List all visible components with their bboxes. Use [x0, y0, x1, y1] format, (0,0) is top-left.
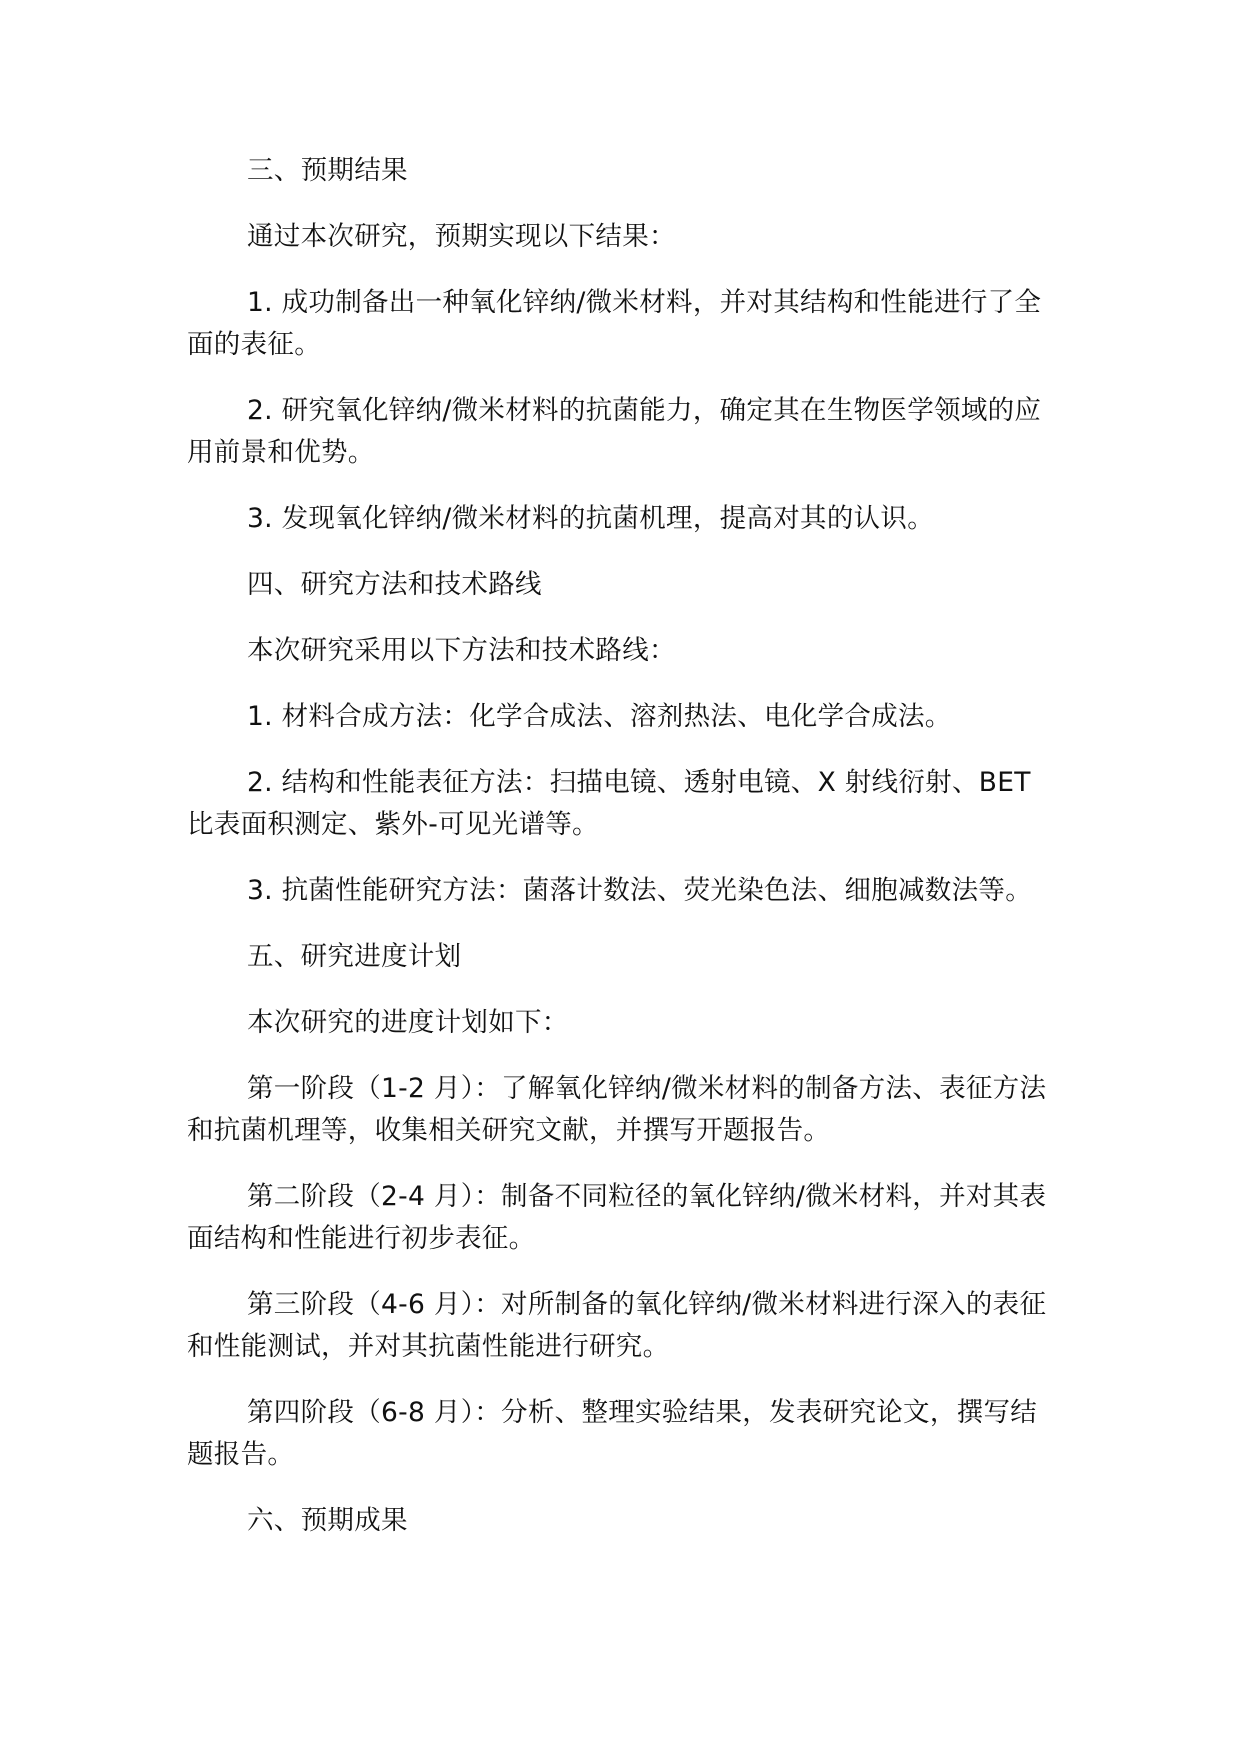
- list-item-method-3: 3. 抗菌性能研究方法：菌落计数法、荧光染色法、细胞减数法等。: [247, 875, 1033, 906]
- list-item-result-2: 2. 研究氧化锌纳/微米材料的抗菌能力，确定其在生物医学领域的应用前景和优势。: [187, 395, 1042, 468]
- list-item-result-1: 1. 成功制备出一种氧化锌纳/微米材料，并对其结构和性能进行了全面的表征。: [187, 287, 1042, 360]
- schedule-stage-2: 第二阶段（2-4 月）：制备不同粒径的氧化锌纳/微米材料，并对其表面结构和性能进行初步表征。: [187, 1181, 1047, 1254]
- list-item-method-2: 2. 结构和性能表征方法：扫描电镜、透射电镜、X 射线衍射、BET 比表面积测定、紫外-可见光谱等。: [187, 767, 1031, 840]
- schedule-stage-1: 第一阶段（1-2 月）：了解氧化锌纳/微米材料的制备方法、表征方法和抗菌机理等，收集相关研究文献，并撰写开题报告。: [187, 1073, 1047, 1146]
- schedule-stage-4: 第四阶段（6-8 月）：分析、整理实验结果，发表研究论文，撰写结题报告。: [187, 1397, 1038, 1470]
- paragraph-intro-schedule: 本次研究的进度计划如下：: [247, 1007, 569, 1038]
- list-item-method-1: 1. 材料合成方法：化学合成法、溶剂热法、电化学合成法。: [247, 701, 952, 732]
- section-heading-schedule: 五、研究进度计划: [247, 941, 462, 972]
- section-heading-expected-outcomes: 六、预期成果: [247, 1505, 408, 1536]
- document-body: [187, 150, 1057, 1566]
- schedule-stage-3: 第三阶段（4-6 月）：对所制备的氧化锌纳/微米材料进行深入的表征和性能测试，并对其抗菌性能进行研究。: [187, 1289, 1047, 1362]
- section-heading-methods: 四、研究方法和技术路线: [247, 569, 542, 600]
- list-item-result-3: 3. 发现氧化锌纳/微米材料的抗菌机理，提高对其的认识。: [247, 503, 935, 534]
- paragraph-intro-results: 通过本次研究，预期实现以下结果：: [247, 221, 676, 252]
- section-heading-expected-results: 三、预期结果: [247, 155, 408, 186]
- paragraph-intro-methods: 本次研究采用以下方法和技术路线：: [247, 635, 676, 666]
